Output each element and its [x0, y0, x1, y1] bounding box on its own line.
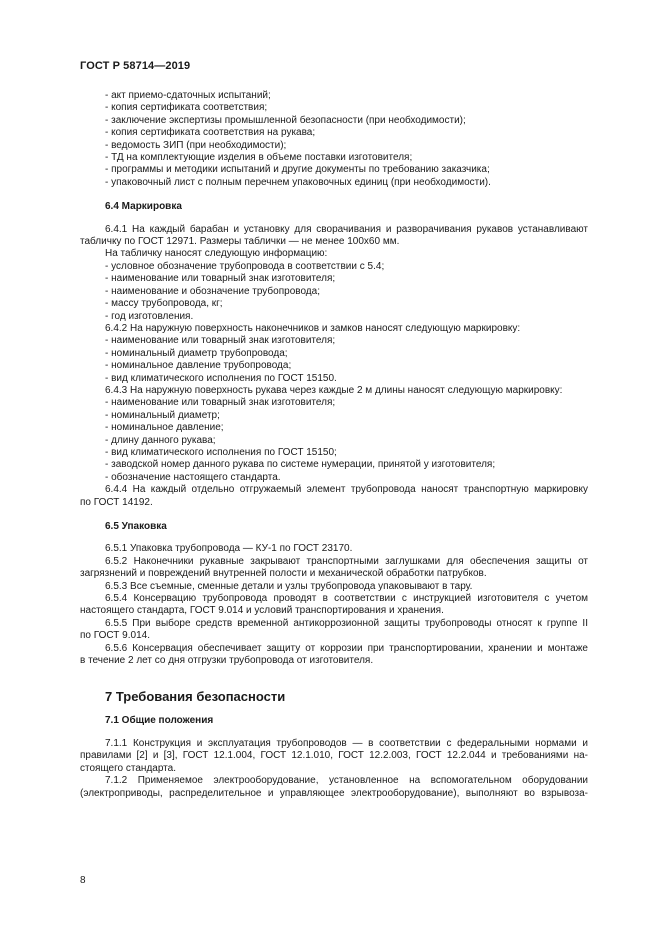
list-item: - акт приемо-сдаточных испытаний; [105, 90, 271, 101]
list-item: - номинальный диаметр; [105, 409, 220, 421]
list-item: - год изготовления. [105, 310, 194, 322]
paragraph-line: по ГОСТ 9.014. [80, 630, 150, 642]
section-heading-6-4: 6.4 Маркировка [105, 201, 182, 213]
paragraph-line: 7.1.1 Конструкция и эксплуатация трубопроводов — в соответствии с федеральными нормами и [105, 737, 588, 749]
list-item: - условное обозначение трубопровода в соответствии с 5.4; [105, 260, 385, 272]
list-item: - номинальное давление трубопровода; [105, 360, 292, 372]
list-item: - вид климатического исполнения по ГОСТ 15150. [105, 372, 337, 384]
list-item: - массу трубопровода, кг; [105, 298, 223, 310]
paragraph-line: 6.4.2 На наружную поверхность наконечников и замков наносят следующую маркировку: [105, 322, 521, 334]
list-item: - копия сертификата соответствия на рукава; [105, 127, 316, 139]
paragraph-line: стоящего стандарта. [80, 762, 176, 774]
paragraph-line: 6.5.5 При выборе средств временной антикоррозионной защиты трубопроводы относят к группе II [105, 617, 588, 629]
paragraph-line: 6.5.2 Наконечники рукавные закрывают транспортными заглушками для обеспечения защиты от [105, 555, 588, 567]
paragraph-line: в течение 2 лет со дня отгрузки трубопровода от изготовителя. [80, 655, 374, 667]
paragraph-line: настоящего стандарта, ГОСТ 9.014 и условий транспортирования и хранения. [80, 605, 444, 617]
paragraph-line: 6.5.6 Консервация обеспечивает защиту от коррозии при транспортировании, хранении и монтаже [105, 642, 588, 654]
paragraph-line: 6.4.1 На каждый барабан и установку для сворачивания и разворачивания рукавов устанавливают [105, 223, 588, 235]
list-item: - заводской номер данного рукава по системе нумерации, принятой у изготовителя; [105, 459, 496, 471]
list-item: - ведомость ЗИП (при необходимости); [105, 139, 287, 151]
paragraph-line: загрязнений и повреждений внутренней полости и механической обработки патрубков. [80, 568, 487, 580]
section-heading-7: 7 Требования безопасности [105, 689, 286, 705]
list-item: - наименование и обозначение трубопровода; [105, 285, 320, 297]
paragraph-line: 6.4.4 На каждый отдельно отгружаемый элемент трубопровода наносят транспортную маркировку [105, 484, 588, 496]
paragraph-line: 6.4.3 На наружную поверхность рукава через каждые 2 м длины наносят следующую маркировку: [105, 384, 563, 396]
paragraph-line: правилами [2] и [3], ГОСТ 12.1.004, ГОСТ 12.1.010, ГОСТ 12.2.003, ГОСТ 12.2.044 и требованиями на- [80, 750, 588, 762]
document-body [80, 90, 588, 800]
page-number: 8 [80, 875, 86, 886]
section-heading-6-5: 6.5 Упаковка [105, 521, 167, 532]
list-item: - программы и методики испытаний и другие документы по требованию заказчика; [105, 164, 490, 176]
section-heading-7-1: 7.1 Общие положения [105, 715, 214, 727]
paragraph-line: (электроприводы, распределительное и управляющее электрооборудование), выполняют во взрывоза- [80, 787, 588, 799]
paragraph-line: 6.5.4 Консервацию трубопровода проводят в соответствии с инструкцией изготовителя с учетом [105, 593, 588, 605]
list-item: - наименование или товарный знак изготовителя; [105, 335, 336, 347]
list-item: - обозначение настоящего стандарта. [105, 471, 281, 483]
list-item: - наименование или товарный знак изготовителя; [105, 273, 336, 285]
list-item: - копия сертификата соответствия; [105, 102, 268, 114]
list-item: - вид климатического исполнения по ГОСТ 15150; [105, 446, 337, 458]
list-item: - наименование или товарный знак изготовителя; [105, 397, 336, 409]
list-item: - номинальный диаметр трубопровода; [105, 347, 288, 359]
paragraph-line: 7.1.2 Применяемое электрооборудование, установленное на вспомогательном оборудовании [105, 775, 588, 787]
list-item: - заключение экспертизы промышленной безопасности (при необходимости); [105, 114, 466, 126]
list-item: - ТД на комплектующие изделия в объеме поставки изготовителя; [105, 152, 413, 164]
list-item: - номинальное давление; [105, 422, 224, 434]
paragraph-line: по ГОСТ 14192. [80, 496, 153, 508]
document-id: ГОСТ Р 58714—2019 [80, 60, 191, 72]
paragraph-line: 6.5.3 Все съемные, сменные детали и узлы трубопровода упаковывают в тару. [105, 580, 473, 592]
list-item: - упаковочный лист с полным перечнем упаковочных единиц (при необходимости). [105, 176, 491, 188]
list-item: - длину данного рукава; [105, 434, 216, 446]
paragraph-line: 6.5.1 Упаковка трубопровода — КУ-1 по ГОСТ 23170. [105, 543, 353, 555]
paragraph-line: На табличку наносят следующую информацию: [105, 248, 328, 260]
paragraph-line: табличку по ГОСТ 12971. Размеры таблички — не менее 100х60 мм. [80, 236, 400, 248]
